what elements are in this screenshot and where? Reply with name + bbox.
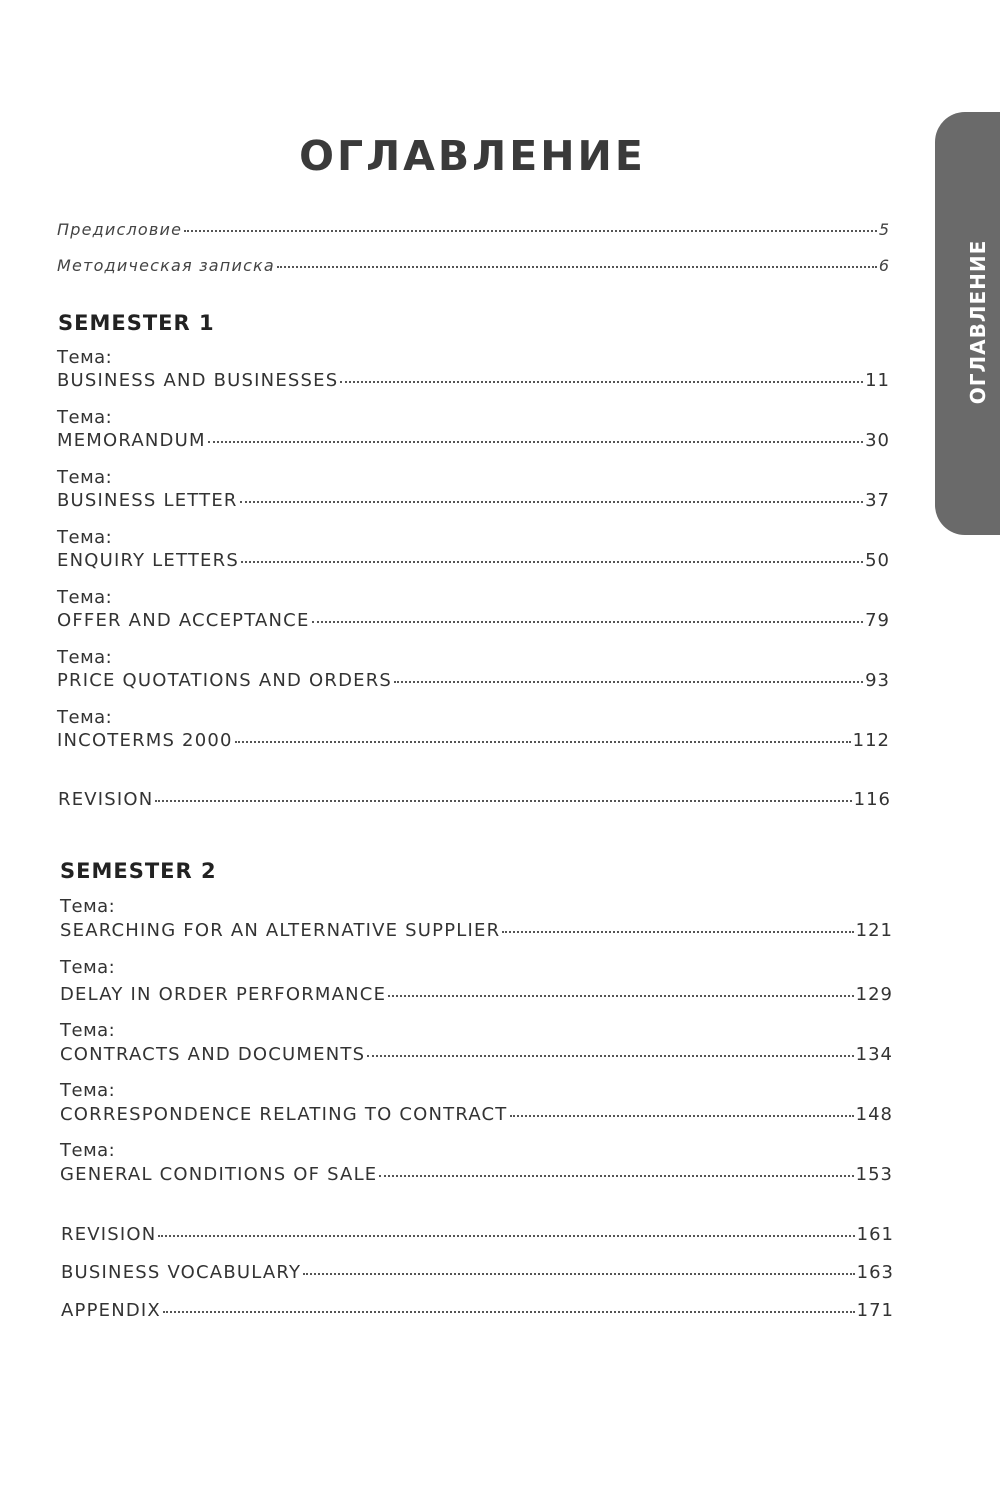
toc-entry[interactable]	[57, 670, 890, 696]
toc-entry-revision[interactable]	[58, 789, 891, 815]
toc-entry[interactable]	[57, 610, 890, 636]
dot-leader	[379, 1175, 853, 1177]
tema-label: Тема:	[57, 707, 113, 728]
toc-entry-title: Методическая записка	[57, 256, 275, 275]
dot-leader	[208, 441, 863, 443]
toc-entry-business-vocabulary[interactable]	[61, 1262, 894, 1288]
toc-entry-title: REVISION	[58, 789, 154, 810]
dot-leader	[158, 1235, 854, 1237]
toc-entry-page: 93	[865, 670, 890, 691]
toc-entry-page: 112	[852, 730, 890, 751]
tema-label: Тема:	[60, 1020, 116, 1041]
toc-entry-title: ENQUIRY LETTERS	[57, 550, 239, 571]
toc-entry-title: SEARCHING FOR AN ALTERNATIVE SUPPLIER	[60, 920, 501, 941]
toc-entry[interactable]	[60, 920, 893, 946]
toc-entry-title: BUSINESS VOCABULARY	[61, 1262, 302, 1283]
dot-leader	[155, 800, 851, 802]
toc-entry-title: GENERAL CONDITIONS OF SALE	[60, 1164, 378, 1185]
dot-leader	[240, 501, 863, 503]
dot-leader	[312, 621, 864, 623]
toc-entry-title: INCOTERMS 2000	[57, 730, 233, 751]
dot-leader	[235, 741, 851, 743]
dot-leader	[388, 995, 853, 997]
tema-label: Тема:	[60, 1140, 116, 1161]
toc-entry-title: MEMORANDUM	[57, 430, 206, 451]
toc-entry-page: 6	[878, 256, 890, 275]
semester-2-heading: SEMESTER 2	[60, 859, 217, 883]
toc-entry[interactable]	[60, 1164, 893, 1190]
tema-label: Тема:	[57, 467, 113, 488]
toc-entry[interactable]	[60, 1104, 893, 1130]
dot-leader	[303, 1273, 854, 1275]
toc-entry-preface[interactable]	[57, 220, 890, 246]
toc-entry-title: REVISION	[61, 1224, 157, 1245]
tema-label: Тема:	[60, 1080, 116, 1101]
side-tab-label: ОГЛАВЛЕНИЕ	[966, 239, 990, 405]
tema-label: Тема:	[57, 527, 113, 548]
page-title: ОГЛАВЛЕНИЕ	[299, 132, 646, 180]
toc-entry-page: 30	[865, 430, 890, 451]
toc-entry[interactable]	[60, 1044, 893, 1070]
toc-entry-methodical-note[interactable]	[57, 256, 890, 282]
toc-entry-page: 148	[855, 1104, 893, 1125]
semester-1-heading: SEMESTER 1	[58, 311, 215, 335]
tema-label: Тема:	[60, 896, 116, 917]
tema-label: Тема:	[57, 647, 113, 668]
dot-leader	[340, 381, 863, 383]
toc-entry-title: BUSINESS LETTER	[57, 490, 238, 511]
toc-entry-title: DELAY IN ORDER PERFORMANCE	[60, 984, 387, 1005]
toc-entry-title: CONTRACTS AND DOCUMENTS	[60, 1044, 366, 1065]
toc-entry-title: CORRESPONDENCE RELATING TO CONTRACT	[60, 1104, 508, 1125]
dot-leader	[163, 1311, 855, 1313]
toc-entry-page: 50	[865, 550, 890, 571]
toc-entry-title: PRICE QUOTATIONS AND ORDERS	[57, 670, 393, 691]
toc-entry-page: 79	[865, 610, 890, 631]
toc-entry[interactable]	[57, 490, 890, 516]
tema-label: Тема:	[60, 957, 116, 978]
dot-leader	[241, 561, 863, 563]
toc-entry-title: APPENDIX	[61, 1300, 161, 1321]
toc-entry-title: OFFER AND ACCEPTANCE	[57, 610, 310, 631]
toc-entry-page: 129	[855, 984, 893, 1005]
toc-entry-page: 163	[856, 1262, 894, 1283]
dot-leader	[502, 931, 853, 933]
toc-entry-page: 153	[855, 1164, 893, 1185]
toc-entry-page: 116	[853, 789, 891, 810]
toc-entry-page: 171	[856, 1300, 894, 1321]
toc-entry[interactable]	[57, 430, 890, 456]
toc-entry-appendix[interactable]	[61, 1300, 894, 1326]
dot-leader	[184, 230, 877, 232]
dot-leader	[277, 266, 877, 268]
toc-entry-page: 37	[865, 490, 890, 511]
toc-entry-title: Предисловие	[57, 220, 183, 239]
toc-entry-title: BUSINESS AND BUSINESSES	[57, 370, 339, 391]
tema-label: Тема:	[57, 407, 113, 428]
toc-entry[interactable]	[57, 370, 890, 396]
tema-label: Тема:	[57, 587, 113, 608]
toc-entry-page: 11	[865, 370, 890, 391]
toc-entry-page: 134	[855, 1044, 893, 1065]
toc-entry-page: 121	[855, 920, 893, 941]
toc-entry[interactable]	[57, 550, 890, 576]
dot-leader	[510, 1115, 854, 1117]
toc-entry[interactable]	[57, 730, 890, 756]
toc-entry-page: 161	[856, 1224, 894, 1245]
toc-entry-revision[interactable]	[61, 1224, 894, 1250]
dot-leader	[367, 1055, 853, 1057]
tema-label: Тема:	[57, 347, 113, 368]
toc-entry[interactable]	[60, 984, 893, 1010]
dot-leader	[394, 681, 863, 683]
toc-entry-page: 5	[878, 220, 890, 239]
